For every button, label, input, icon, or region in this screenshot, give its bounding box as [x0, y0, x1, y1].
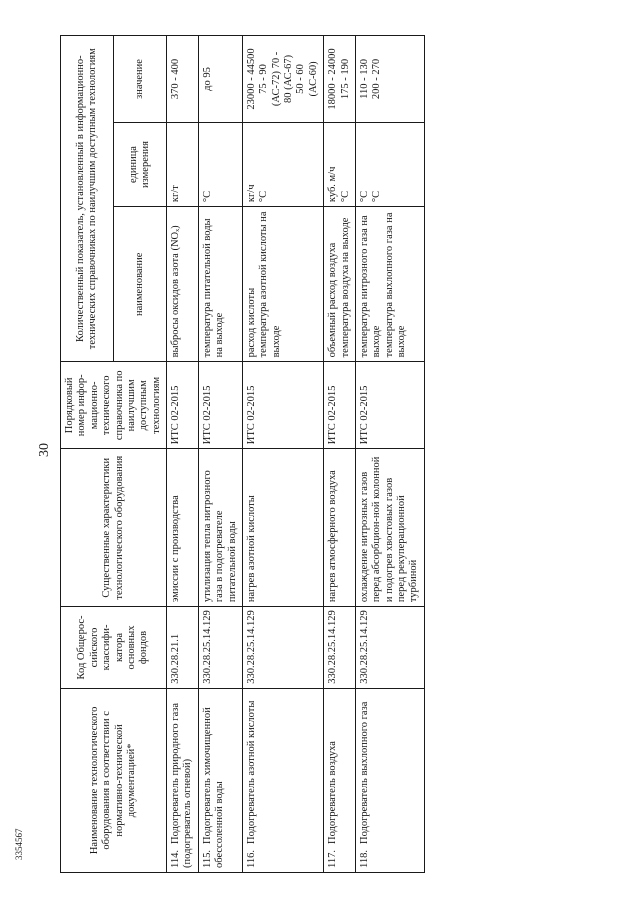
indicator-name: температура азотной кислоты на выходе [258, 211, 282, 358]
indicator-name: температура нитрозного газа на выходе [358, 215, 383, 358]
indicator-value-cell [355, 36, 424, 123]
row-number: 118. [358, 850, 370, 868]
row-number: 117. [327, 850, 339, 868]
indicator-value: 175 - 190 [339, 58, 351, 100]
its-number-cell: ИТС 02-2015 [198, 362, 242, 449]
header-equipment: Наименование технологического оборудования в соответствии с нормативно-технической документацией* [61, 688, 167, 872]
indicator-name-cell [324, 207, 356, 362]
its-number-cell: ИТС 02-2015 [355, 362, 424, 449]
indicator-name-cell [198, 207, 242, 362]
header-row-1 [61, 36, 114, 873]
indicator-name: объемный расход воздуха [327, 242, 339, 358]
indicator-value: (АС-72) 70 - [270, 51, 282, 107]
indicator-value: 50 - 60 [295, 64, 307, 94]
okof-code-cell: 330.28.25.14.129 [355, 607, 424, 689]
indicator-name: температура выхлопного газа на выходе [383, 212, 407, 358]
its-number-cell: ИТС 02-2015 [324, 362, 356, 449]
table-row [198, 36, 242, 873]
table-row [355, 36, 424, 873]
equipment-table [60, 35, 425, 873]
row-number: 116. [245, 850, 257, 868]
indicator-name-cell [167, 207, 199, 362]
indicator-name-cell [355, 207, 424, 362]
indicator-unit: °C [258, 190, 270, 203]
indicator-unit-cell [355, 122, 424, 206]
indicator-name: температура питательной воды на выходе [201, 218, 226, 358]
indicator-unit: °C [339, 190, 351, 203]
equipment-name: Подогреватель природного газа (подогреватель огневой) [170, 702, 194, 868]
okof-code-cell: 330.28.21.1 [167, 607, 199, 689]
characteristics-cell: охлаждение нитрозных газов перед абсорбцион-ной колонной и подогрев хвостовых газов перед рекуперационной турбиной [355, 449, 424, 607]
header-indicator-unit: единица измерения [114, 122, 167, 206]
indicator-value-cell [324, 36, 356, 123]
header-characteristics: Существенные характеристики технологического оборудования [61, 449, 167, 607]
equipment-cell [324, 688, 356, 872]
indicator-value-cell [167, 36, 199, 123]
indicator-unit-cell [324, 122, 356, 206]
equipment-name: Подогреватель азотной кислоты [245, 700, 257, 844]
indicator-value: 80 (АС-67) [283, 54, 294, 104]
okof-code-cell: 330.28.25.14.129 [324, 607, 356, 689]
indicator-name-cell [242, 207, 323, 362]
indicator-value: (АС-60) [307, 61, 319, 97]
indicator-value-cell [242, 36, 323, 123]
indicator-name: выбросы оксидов азота (NOₓ) [170, 225, 181, 358]
table-row [167, 36, 199, 873]
indicator-unit: кг/т [170, 185, 181, 203]
indicator-unit: °C [371, 190, 383, 203]
equipment-cell [167, 688, 199, 872]
indicator-value: 23000 - 44500 [245, 48, 257, 110]
header-code: Код Общерос-сийского классифи-катора основных фондов [61, 607, 167, 689]
characteristics-cell: нагрев атмосферного воздуха [324, 449, 356, 607]
indicator-unit: °C [358, 190, 370, 203]
table-row [242, 36, 323, 873]
row-number: 114. [170, 850, 181, 868]
row-number: 115. [201, 850, 213, 868]
indicator-unit: °C [201, 190, 213, 203]
indicator-value-cell [198, 36, 242, 123]
indicator-unit-cell [167, 122, 199, 206]
indicator-value: 200 - 270 [371, 58, 383, 100]
equipment-name: Подогреватель воздуха [327, 741, 339, 844]
header-its-number: Порядковый номер инфор-мационно-технического справочника по наилучшим доступным технологиям [61, 362, 167, 449]
indicator-name: температура воздуха на выходе [339, 217, 351, 358]
characteristics-cell: нагрев азотной кислоты [242, 449, 323, 607]
indicator-unit-cell [198, 122, 242, 206]
page-number: 30 [37, 443, 52, 457]
table-body [167, 36, 425, 873]
okof-code-cell: 330.28.25.14.129 [198, 607, 242, 689]
table-row [324, 36, 356, 873]
indicator-unit: кг/ч [245, 184, 257, 203]
its-number-cell: ИТС 02-2015 [167, 362, 199, 449]
indicator-value: 110 - 130 [358, 59, 370, 99]
characteristics-cell: эмиссии с производства [167, 449, 199, 607]
equipment-name: Подогреватель химочищенной обессоленной воды [201, 707, 226, 868]
indicator-value: до 95 [201, 67, 213, 91]
equipment-cell [242, 688, 323, 872]
footer-code: 3354567 [14, 828, 24, 860]
indicator-value: 370 - 400 [170, 58, 181, 100]
equipment-name: Подогреватель выхлопного газа [358, 701, 370, 844]
header-indicator-name: наименование [114, 207, 167, 362]
indicator-unit-cell [242, 122, 323, 206]
rotated-table-container [60, 35, 608, 873]
characteristics-cell: утилизация тепла нитрозного газа в подогревателе питательной воды [198, 449, 242, 607]
equipment-cell [198, 688, 242, 872]
header-indicator-group: Количественный показатель, установленный в информационно-технических справочниках по наилучшим доступным технологиям [61, 36, 114, 362]
okof-code-cell: 330.28.25.14.129 [242, 607, 323, 689]
indicator-value: 75 - 90 [258, 64, 270, 94]
indicator-value: 18000 - 24000 [327, 48, 339, 110]
its-number-cell: ИТС 02-2015 [242, 362, 323, 449]
indicator-name: расход кислоты [245, 287, 257, 358]
equipment-cell [355, 688, 424, 872]
header-indicator-value: значение [114, 36, 167, 123]
indicator-unit: куб. м/ч [327, 166, 339, 203]
